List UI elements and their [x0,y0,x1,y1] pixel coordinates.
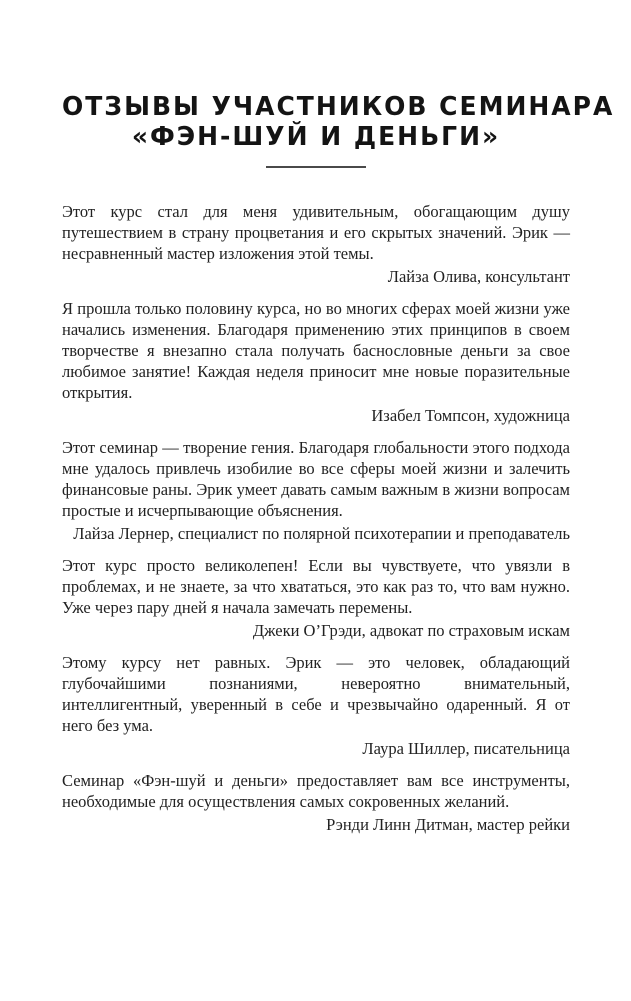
testimonial-text: Этому курсу нет равных. Эрик — это человек, обладающий глубочайшими познаниями, невероятно внимательный, интеллигентный, уверенный в себе и чрезвычайно одаренный. Я от него без ума. [62,653,570,735]
testimonial-text: Этот курс стал для меня удивительным, обогащающим душу путешествием в страну процветания и его скрытых значений. Эрик — несравненный мастер изложения этой темы. [62,202,570,263]
testimonial [62,770,570,835]
page-title-line-2: «ФЭН-ШУЙ И ДЕНЬГИ» [131,121,501,152]
testimonial-author: Лаура Шиллер, писательница [362,739,570,758]
testimonial [62,437,570,544]
testimonial [62,652,570,759]
testimonial-author: Лайза Лернер, специалист по полярной психотерапии и преподаватель [73,524,570,543]
title-divider [266,166,366,168]
page-title [62,90,615,152]
testimonial-author: Изабел Томпсон, художница [371,406,570,425]
testimonial [62,555,570,641]
testimonial-text: Семинар «Фэн-шуй и деньги» предоставляет вам все инструменты, необходимые для осуществления самых сокровенных желаний. [62,771,570,811]
page-title-line-1: ОТЗЫВЫ УЧАСТНИКОВ СЕМИНАРА [62,90,615,121]
testimonials-section [62,201,570,835]
testimonial-text: Этот семинар — творение гения. Благодаря глобальности этого подхода мне удалось привлечь изобилие во все сферы моей жизни и залечить финансовые раны. Эрик умеет давать самым важным в жизни вопросам простые и исчерпывающие объяснения. [62,438,570,520]
testimonial [62,298,570,426]
testimonial-author: Джеки О’Грэди, адвокат по страховым искам [252,621,570,640]
testimonial-text: Я прошла только половину курса, но во многих сферах моей жизни уже начались изменения. Благодаря применению этих принципов в своем творчестве я внезапно стала получать баснословные деньги за свое любимое занятие! Каждая неделя приносит мне новые поразительные открытия. [62,299,570,402]
testimonial-author: Лайза Олива, консультант [387,267,570,286]
testimonial-text: Этот курс просто великолепен! Если вы чувствуете, что увязли в проблемах, и не знаете, за что хвататься, это как раз то, что вам нужно. Уже через пару дней я начала замечать перемены. [62,556,570,617]
testimonial-author: Рэнди Линн Дитман, мастер рейки [326,815,570,834]
testimonial [62,201,570,287]
